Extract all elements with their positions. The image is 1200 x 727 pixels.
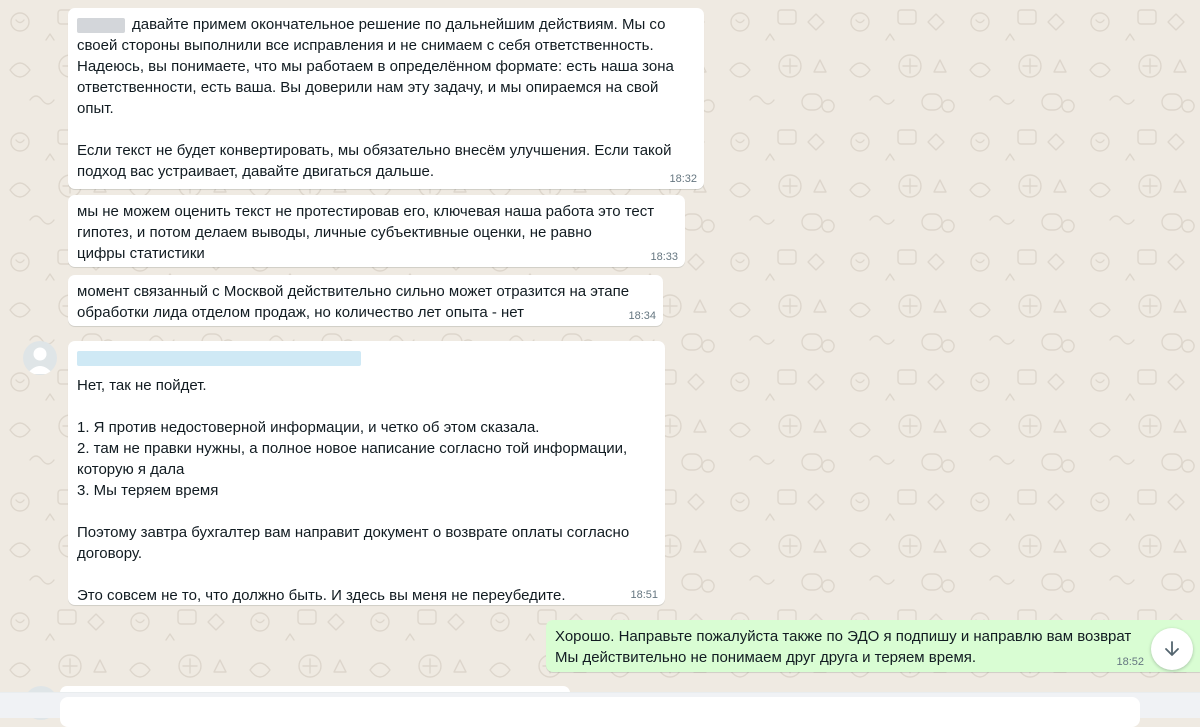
message-bubble-incoming[interactable] — [68, 275, 663, 326]
message-line: мы не можем оценить текст не протестировав его, ключевая наша работа это тест — [77, 203, 655, 220]
composer-bar — [0, 692, 1200, 718]
message-line: Хорошо. Направьте пожалуйста также по ЭДО я подпишу и направлю вам возврат — [555, 628, 1132, 645]
message-time: 18:51 — [630, 589, 658, 601]
sender-name-redacted — [77, 345, 657, 367]
message-line: момент связанный с Москвой действительно сильно может отразится на этапе — [77, 283, 630, 300]
redacted-name — [77, 18, 125, 33]
message-line: своей стороны выполнили все исправления и не снимаем с себя ответственность. — [77, 37, 654, 54]
message-line: давайте примем окончательное решение по дальнейшим действиям. Мы со — [132, 16, 666, 33]
message-time: 18:32 — [669, 173, 697, 185]
message-line: подход вас устраивает, давайте двигаться дальше. — [77, 163, 435, 180]
message-line: 2. там не правки нужны, а полное новое написание согласно той информации, — [77, 440, 628, 457]
message-line: договору. — [77, 545, 143, 562]
message-line: которую я дала — [77, 461, 185, 478]
message-text — [77, 14, 696, 182]
message-time: 18:52 — [1116, 656, 1144, 668]
message-text — [77, 281, 655, 323]
message-bubble-incoming[interactable] — [68, 8, 704, 189]
message-line: Мы действительно не понимаем друг друга и теряем время. — [555, 649, 977, 666]
message-line: Нет, так не пойдет. — [77, 377, 207, 394]
message-line: опыт. — [77, 100, 114, 117]
scroll-to-bottom-button[interactable] — [1151, 628, 1193, 670]
message-time: 18:34 — [628, 310, 656, 322]
message-line: гипотез, и потом делаем выводы, личные субъективные оценки, не равно — [77, 224, 592, 241]
message-line: Надеюсь, вы понимаете, что мы работаем в определённом формате: есть наша зона — [77, 58, 674, 75]
message-line: Это совсем не то, что должно быть. И здесь вы меня не переубедите. — [77, 587, 566, 604]
message-line: обработки лида отделом продаж, но количество лет опыта - нет — [77, 304, 525, 321]
message-text — [77, 201, 677, 264]
default-avatar-icon — [23, 341, 57, 375]
message-line: Поэтому завтра бухгалтер вам направит документ о возврате оплаты согласно — [77, 524, 630, 541]
contact-avatar[interactable] — [23, 341, 57, 375]
message-text — [77, 375, 657, 606]
message-input[interactable] — [60, 697, 1140, 727]
message-text — [555, 626, 1192, 668]
message-line: ответственности, есть ваша. Вы доверили нам эту задачу, и мы опираемся на свой — [77, 79, 659, 96]
message-line: Если текст не будет конвертировать, мы обязательно внесём улучшения. Если такой — [77, 142, 672, 159]
message-bubble-incoming[interactable] — [68, 341, 665, 605]
message-line: цифры статистики — [77, 245, 205, 262]
message-bubble-outgoing[interactable] — [546, 620, 1200, 672]
message-time: 18:33 — [650, 251, 678, 263]
arrow-down-icon — [1162, 639, 1182, 659]
message-bubble-incoming[interactable] — [68, 195, 685, 267]
message-line: 3. Мы теряем время — [77, 482, 219, 499]
message-line: 1. Я против недостоверной информации, и четко об этом сказала. — [77, 419, 540, 436]
